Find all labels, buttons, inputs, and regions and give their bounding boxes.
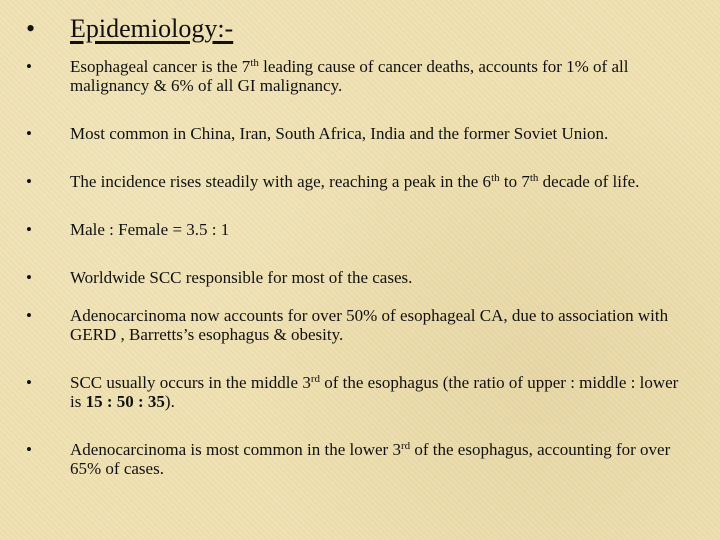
slide-title: Epidemiology:- — [70, 14, 234, 43]
bullet-icon: • — [26, 172, 32, 191]
text-run: The incidence rises steadily with age, reaching a peak in the 6 — [70, 172, 492, 191]
superscript: rd — [310, 373, 320, 385]
bullet-item — [26, 172, 686, 191]
bullet-list — [26, 56, 686, 478]
title-row — [26, 13, 233, 45]
bullet-icon: • — [26, 124, 32, 143]
bullet-text — [70, 57, 686, 95]
text-run: of the esophagus (the ratio of upper : middle : lower is — [70, 373, 679, 411]
bullet-icon: • — [26, 268, 32, 287]
bullet-item — [26, 306, 686, 344]
bullet-text — [70, 440, 686, 478]
text-run: Adenocarcinoma is most common in the lower 3 — [70, 440, 401, 459]
text-run: Esophageal cancer is the 7 — [70, 57, 251, 76]
superscript: th — [250, 57, 259, 69]
bullet-icon: • — [26, 57, 32, 76]
text-run: of the esophagus, accounting for over 65% of cases. — [70, 440, 671, 478]
bullet-item — [26, 373, 686, 411]
bullet-icon: • — [26, 220, 32, 239]
bullet-item — [26, 220, 686, 239]
text-run: decade of life. — [538, 172, 640, 191]
ratio-value: 15 : 50 : 35 — [85, 392, 165, 411]
bullet-item — [26, 57, 686, 95]
bullet-item — [26, 268, 686, 287]
bullet-item — [26, 440, 686, 478]
bullet-text: Adenocarcinoma now accounts for over 50% of esophageal CA, due to association with GERD , Barretts’s esophagus & obesity. — [70, 306, 669, 344]
text-run: to 7 — [499, 172, 530, 191]
text-run: ). — [164, 392, 175, 411]
text-run: leading cause of cancer deaths, accounts for 1% of all malignancy & 6% of all GI malignancy. — [70, 57, 629, 95]
bullet-icon: • — [26, 440, 32, 459]
bullet-text — [70, 172, 686, 191]
bullet-text — [70, 373, 686, 411]
superscript: rd — [400, 440, 411, 452]
superscript: th — [529, 172, 539, 184]
bullet-text: Most common in China, Iran, South Africa, India and the former Soviet Union. — [70, 124, 609, 143]
bullet-icon: • — [26, 14, 36, 43]
superscript: th — [491, 172, 500, 184]
bullet-icon: • — [26, 306, 32, 325]
bullet-text: Male : Female = 3.5 : 1 — [70, 220, 230, 239]
bullet-icon: • — [26, 373, 32, 392]
bullet-text: Worldwide SCC responsible for most of the cases. — [70, 268, 413, 287]
text-run: SCC usually occurs in the middle 3 — [70, 373, 311, 392]
bullet-item — [26, 124, 686, 143]
